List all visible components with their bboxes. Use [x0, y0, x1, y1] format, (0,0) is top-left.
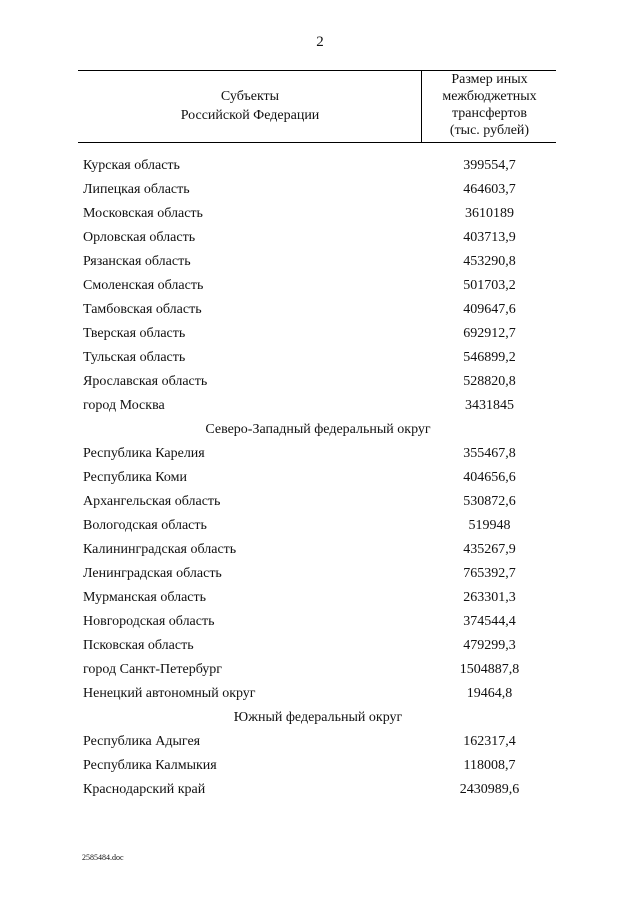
table-row: [0, 226, 640, 250]
table-row: [0, 370, 640, 394]
table-row: [0, 586, 640, 610]
amount-header-line-1: Размер иных: [451, 72, 528, 87]
transfer-amount: 355467,8: [463, 446, 516, 461]
transfer-amount: 501703,2: [463, 278, 516, 293]
subject-name: Псковская область: [83, 638, 194, 653]
district-group-label: Северо-Западный федеральный округ: [205, 422, 431, 437]
table-row: [0, 394, 640, 418]
transfer-amount: 374544,4: [463, 614, 516, 629]
table-header-bottom-rule: [78, 142, 556, 143]
transfer-amount: 692912,7: [463, 326, 516, 341]
subject-name: Тульская область: [83, 350, 186, 365]
district-group-row: [0, 418, 640, 442]
table-row: [0, 178, 640, 202]
transfer-amount: 765392,7: [463, 566, 516, 581]
transfer-amount: 519948: [468, 518, 511, 533]
subject-name: Тамбовская область: [83, 302, 202, 317]
district-group-label: Южный федеральный округ: [233, 710, 403, 725]
subject-name: Республика Адыгея: [83, 734, 201, 749]
subject-name: Рязанская область: [83, 254, 191, 269]
subject-name: Мурманская область: [83, 590, 207, 605]
transfer-amount: 399554,7: [463, 158, 516, 173]
subject-name: Краснодарский край: [83, 782, 206, 797]
transfer-amount: 464603,7: [463, 182, 516, 197]
subjects-header-line-1: Субъекты: [220, 89, 280, 104]
transfer-amount: 453290,8: [463, 254, 516, 269]
district-group-row: [0, 706, 640, 730]
amount-header-line-3: трансфертов: [451, 106, 528, 121]
transfer-amount: 3431845: [465, 398, 514, 413]
table-row: [0, 250, 640, 274]
subject-name: Орловская область: [83, 230, 196, 245]
transfer-amount: 530872,6: [463, 494, 516, 509]
subject-name: Республика Карелия: [83, 446, 205, 461]
table-row: [0, 466, 640, 490]
transfer-amount: 1504887,8: [459, 662, 520, 677]
amount-header-line-2: межбюджетных: [442, 89, 537, 104]
page-number: 2: [316, 34, 324, 50]
transfer-amount: 546899,2: [463, 350, 516, 365]
transfer-amount: 479299,3: [463, 638, 516, 653]
transfer-amount: 3610189: [465, 206, 514, 221]
transfer-amount: 403713,9: [463, 230, 516, 245]
table-row: [0, 538, 640, 562]
table-row: [0, 154, 640, 178]
table-row: [0, 322, 640, 346]
subject-name: Ярославская область: [83, 374, 208, 389]
transfer-amount: 19464,8: [466, 686, 513, 701]
amount-column-header: [423, 71, 556, 139]
subject-name: город Санкт-Петербург: [83, 662, 223, 677]
table-row: [0, 730, 640, 754]
table-row: [0, 442, 640, 466]
amount-header-line-4: (тыс. рублей): [449, 123, 530, 138]
table-row: [0, 346, 640, 370]
table-body: [0, 154, 640, 802]
subject-name: Липецкая область: [83, 182, 190, 197]
transfer-amount: 528820,8: [463, 374, 516, 389]
table-row: [0, 610, 640, 634]
table-row: [0, 754, 640, 778]
transfer-amount: 263301,3: [463, 590, 516, 605]
table-row: [0, 298, 640, 322]
transfer-amount: 118008,7: [463, 758, 516, 773]
subject-name: Московская область: [83, 206, 203, 221]
subject-name: Курская область: [83, 158, 180, 173]
table-row: [0, 682, 640, 706]
transfer-amount: 404656,6: [463, 470, 516, 485]
subject-name: Тверская область: [83, 326, 186, 341]
transfer-amount: 162317,4: [463, 734, 516, 749]
subject-name: Смоленская область: [83, 278, 204, 293]
subject-name: Республика Коми: [83, 470, 187, 485]
transfer-amount: 2430989,6: [459, 782, 520, 797]
subject-name: Ненецкий автономный округ: [83, 686, 256, 701]
table-row: [0, 274, 640, 298]
table-row: [0, 658, 640, 682]
table-row: [0, 562, 640, 586]
subject-name: Вологодская область: [83, 518, 207, 533]
table-row: [0, 490, 640, 514]
transfer-amount: 409647,6: [463, 302, 516, 317]
subjects-column-header: [80, 87, 420, 125]
subject-name: город Москва: [83, 398, 165, 413]
subjects-header-line-2: Российской Федерации: [180, 108, 320, 123]
subject-name: Калининградская область: [83, 542, 237, 557]
subject-name: Архангельская область: [83, 494, 221, 509]
table-row: [0, 514, 640, 538]
table-header-divider: [421, 70, 422, 142]
subject-name: Ленинградская область: [83, 566, 222, 581]
subject-name: Республика Калмыкия: [83, 758, 217, 773]
table-row: [0, 778, 640, 802]
document-filename: 2585484.doc: [82, 853, 124, 862]
subject-name: Новгородская область: [83, 614, 215, 629]
table-row: [0, 634, 640, 658]
table-row: [0, 202, 640, 226]
transfer-amount: 435267,9: [463, 542, 516, 557]
